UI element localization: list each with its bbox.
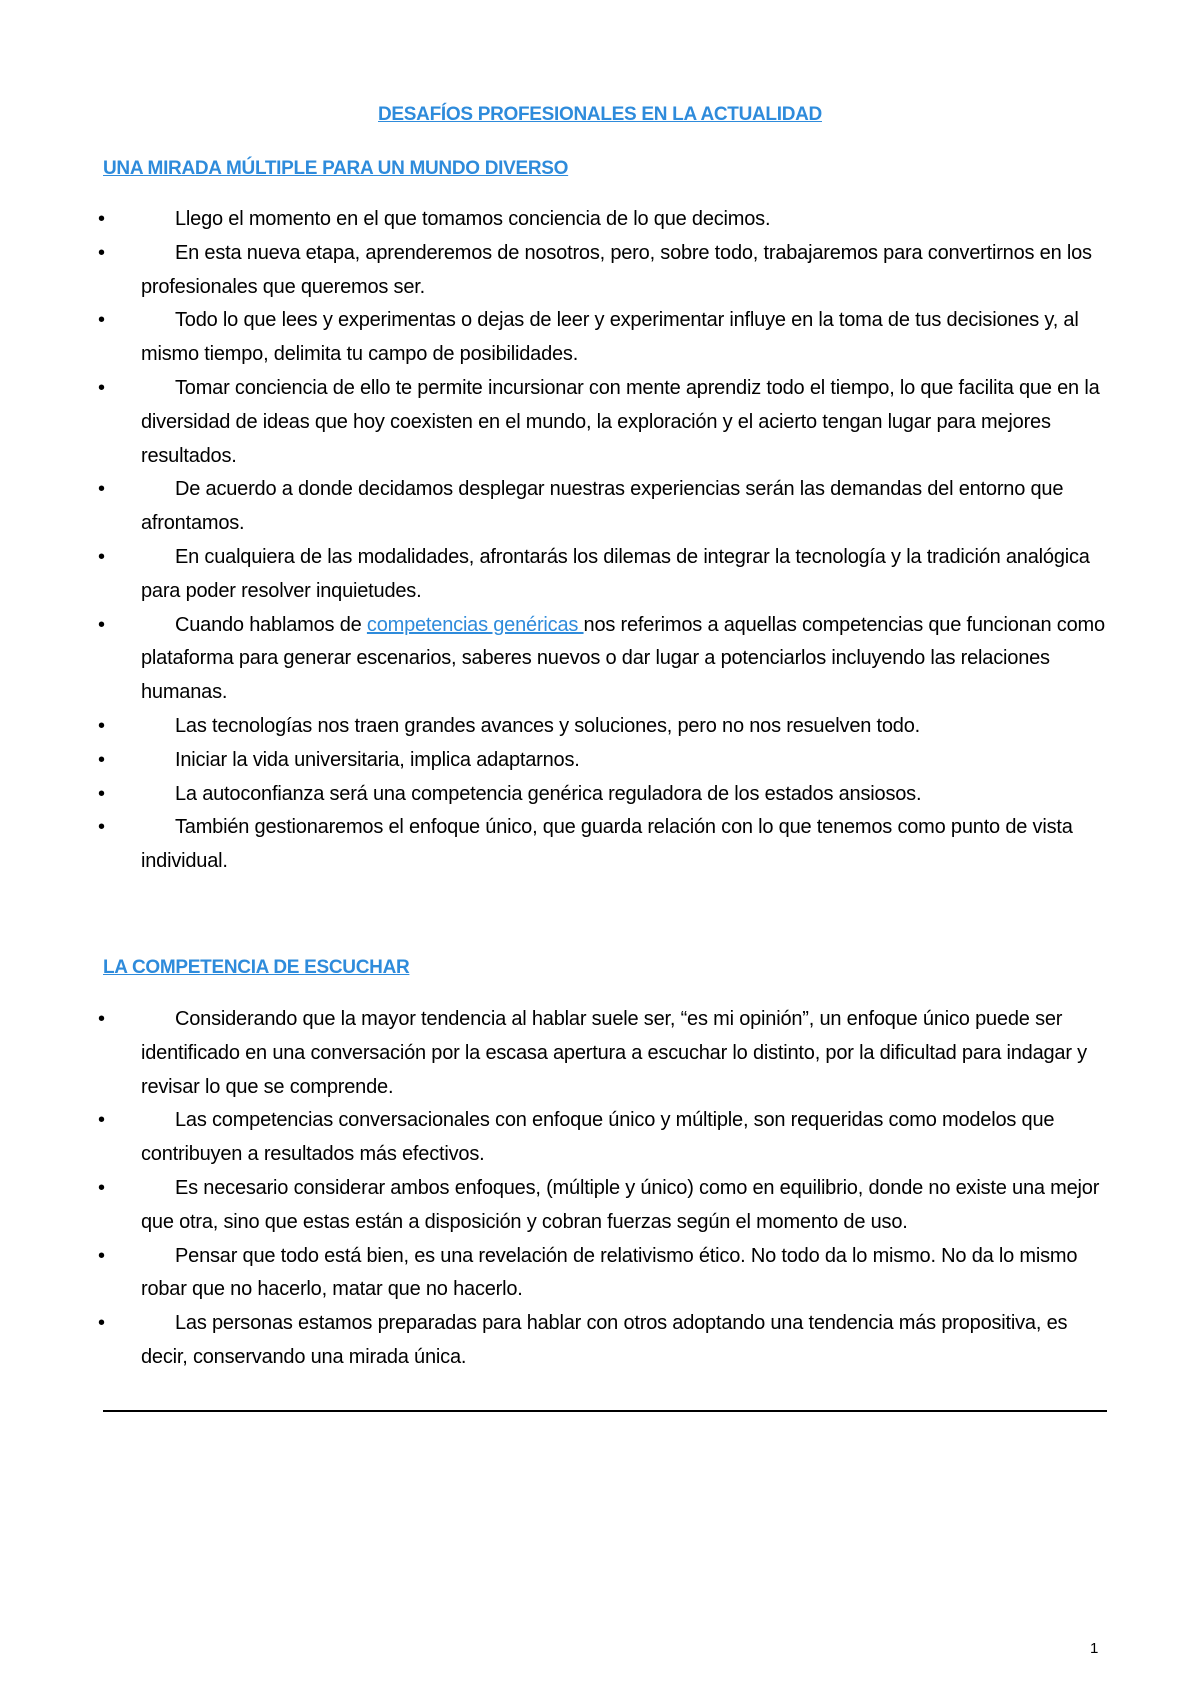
bullet-icon: • <box>98 714 105 737</box>
bullet-icon: • <box>98 816 105 839</box>
bullet-icon: • <box>98 478 105 501</box>
section-heading-competencia-escuchar: LA COMPETENCIA DE ESCUCHAR <box>103 957 410 978</box>
list-item: • Considerando que la mayor tendencia al hablar suele ser, “es mi opinión”, un enfoque único puede ser identificado en una conversación por la escasa apertura a escuchar lo distinto, por la dificultad para indagar y revisar lo que se comprende. <box>98 1003 1108 1104</box>
list-item: • En esta nueva etapa, aprenderemos de nosotros, pero, sobre todo, trabajaremos para convertirnos en los profesionales que queremos ser. <box>98 237 1108 305</box>
page-number: 1 <box>1090 1640 1099 1657</box>
bullet-list-competencia-escuchar <box>98 1003 1108 1375</box>
list-item: • Iniciar la vida universitaria, implica adaptarnos. <box>98 744 1108 778</box>
list-item: • En cualquiera de las modalidades, afrontarás los dilemas de integrar la tecnología y la tradición analógica para poder resolver inquietudes. <box>98 541 1108 609</box>
bullet-icon: • <box>98 208 105 230</box>
bullet-icon: • <box>98 376 105 399</box>
list-item: • Las tecnologías nos traen grandes avances y soluciones, pero no nos resuelven todo. <box>98 710 1108 744</box>
competencias-genericas-link[interactable]: competencias genéricas <box>366 613 584 636</box>
document-title: DESAFÍOS PROFESIONALES EN LA ACTUALIDAD <box>378 104 822 125</box>
list-item: • La autoconfianza será una competencia genérica reguladora de los estados ansiosos. <box>98 778 1108 812</box>
list-item: • También gestionaremos el enfoque único, que guarda relación con lo que tenemos como punto de vista individual. <box>98 811 1108 879</box>
bullet-icon: • <box>98 613 105 636</box>
list-item: • Llego el momento en el que tomamos conciencia de lo que decimos. <box>98 203 1108 237</box>
section-heading-mirada-multiple: UNA MIRADA MÚLTIPLE PARA UN MUNDO DIVERSO <box>103 158 569 179</box>
list-item: • Las competencias conversacionales con enfoque único y múltiple, son requeridas como modelos que contribuyen a resultados más efectivos. <box>98 1104 1108 1172</box>
bullet-icon: • <box>98 241 105 264</box>
bullet-icon: • <box>98 1176 105 1199</box>
bullet-icon: • <box>98 1244 105 1267</box>
bullet-icon: • <box>98 782 105 805</box>
horizontal-rule <box>103 1410 1107 1412</box>
list-item: • De acuerdo a donde decidamos desplegar nuestras experiencias serán las demandas del entorno que afrontamos. <box>98 473 1108 541</box>
bullet-icon: • <box>98 748 105 771</box>
list-item: • Pensar que todo está bien, es una revelación de relativismo ético. No todo da lo mismo. No da lo mismo robar que no hacerlo, matar que no hacerlo. <box>98 1240 1108 1308</box>
list-item: • Las personas estamos preparadas para hablar con otros adoptando una tendencia más propositiva, es decir, conservando una mirada única. <box>98 1307 1108 1375</box>
list-item: • Es necesario considerar ambos enfoques, (múltiple y único) como en equilibrio, donde no existe una mejor que otra, sino que estas están a disposición y cobran fuerzas según el momento de uso. <box>98 1172 1108 1240</box>
bullet-icon: • <box>98 1312 105 1335</box>
list-item-competencias-genericas: • Cuando hablamos de competencias genéricas nos referimos a aquellas competencias que funcionan como plataforma para generar escenarios, saberes nuevos o dar lugar a potenciarlos incluyendo las relaciones humanas. <box>98 609 1108 710</box>
list-item: • Todo lo que lees y experimentas o dejas de leer y experimentar influye en la toma de tus decisiones y, al mismo tiempo, delimita tu campo de posibilidades. <box>98 304 1108 372</box>
bullet-icon: • <box>98 1109 105 1132</box>
bullet-icon: • <box>98 309 105 332</box>
bullet-list-mirada-multiple <box>98 203 1108 879</box>
list-item: • Tomar conciencia de ello te permite incursionar con mente aprendiz todo el tiempo, lo que facilita que en la diversidad de ideas que hoy coexisten en el mundo, la exploración y el acierto tengan lugar para mejores resultados. <box>98 372 1108 473</box>
bullet-icon: • <box>98 545 105 568</box>
bullet-icon: • <box>98 1008 105 1030</box>
